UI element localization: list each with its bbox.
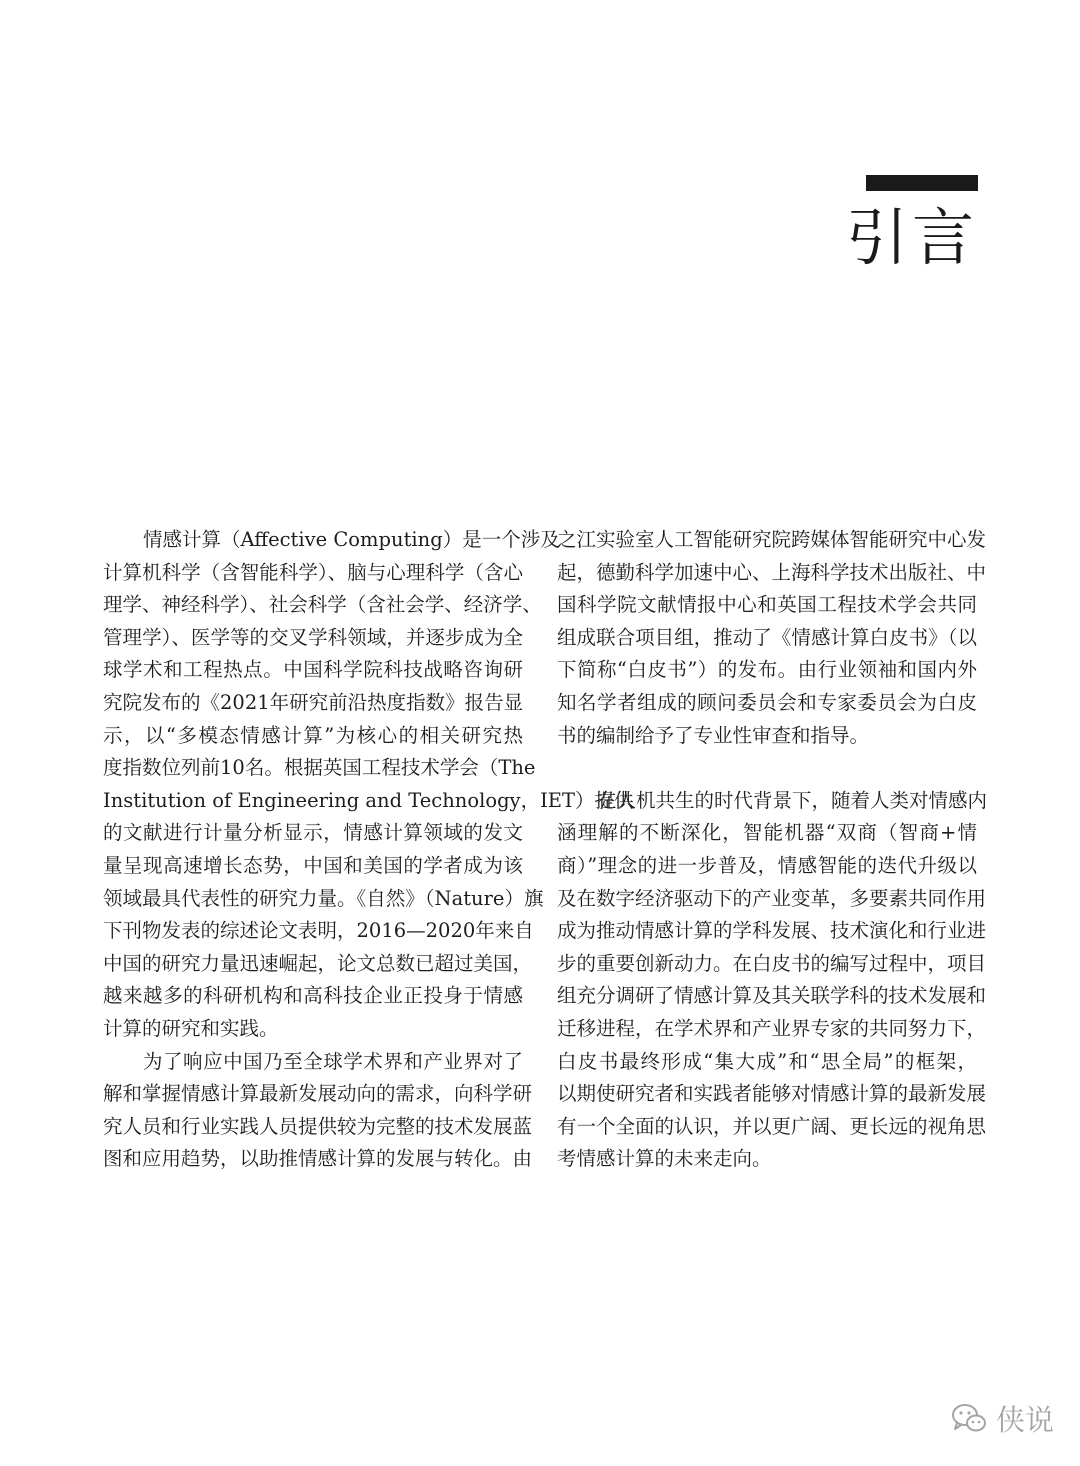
text-line: 领域最具代表性的研究力量。《自然》（Nature）旗 [103, 886, 544, 910]
text-line: 成为推动情感计算的学科发展、技术演化和行业进 [557, 919, 987, 943]
left-column [103, 524, 634, 1176]
text-line: 有一个全面的认识，并以更广阔、更长远的视角思 [557, 1114, 987, 1138]
text-line: 之江实验室人工智能研究院跨媒体智能研究中心发 [557, 528, 987, 551]
text-line: 的文献进行计量分析显示，情感计算领域的发文 [103, 821, 523, 845]
text-line: 考情感计算的未来走向。 [557, 1147, 772, 1171]
text-line: 组成联合项目组，推动了《情感计算白皮书》（以 [557, 625, 977, 649]
text-line: 为了响应中国乃至全球学术界和产业界对了 [143, 1049, 523, 1073]
text-line: 解和掌握情感计算最新发展动向的需求，向科学研 [103, 1082, 533, 1106]
text-line: 越来越多的科研机构和高科技企业正投身于情感 [103, 984, 523, 1008]
text-line: 在人机共生的时代背景下，随着人类对情感内 [597, 788, 988, 812]
text-line: 度指数位列前10名。根据英国工程技术学会（The [103, 756, 536, 780]
text-line: 管理学）、医学等的交叉学科领域，并逐步成为全 [103, 625, 523, 649]
text-line: 究院发布的《2021年研究前沿热度指数》报告显 [103, 690, 524, 714]
text-line: 迁移进程，在学术界和产业界专家的共同努力下， [557, 1016, 987, 1040]
page-title: 引言 [845, 201, 978, 274]
text-line: 以期使研究者和实践者能够对情感计算的最新发展 [557, 1082, 987, 1106]
text-line: 计算机科学（含智能科学）、脑与心理科学（含心 [103, 560, 523, 584]
text-line: 商）”理念的进一步普及，情感智能的迭代升级以 [557, 853, 977, 877]
text-line: 国科学院文献情报中心和英国工程技术学会共同 [557, 593, 977, 617]
watermark [950, 1392, 1054, 1444]
text-line: 球学术和工程热点。中国科学院科技战略咨询研 [103, 658, 523, 682]
text-line: 计算的研究和实践。 [103, 1016, 279, 1040]
text-line: Institution of Engineering and Technology，IET）提供 [103, 788, 634, 812]
watermark-text: 侠说 [996, 1402, 1055, 1437]
text-line: 下刊物发表的综述论文表明，2016—2020年来自 [103, 919, 534, 943]
text-line: 步的重要创新动力。在白皮书的编写过程中，项目 [557, 951, 987, 975]
text-line: 示，以“多模态情感计算”为核心的相关研究热 [103, 723, 523, 747]
text-line: 量呈现高速增长态势，中国和美国的学者成为该 [103, 853, 523, 877]
text-line: 组充分调研了情感计算及其关联学科的技术发展和 [557, 984, 987, 1008]
text-line: 白皮书最终形成“集大成”和“思全局”的框架， [557, 1049, 977, 1073]
text-line [557, 752, 977, 785]
text-line: 及在数字经济驱动下的产业变革，多要素共同作用 [557, 886, 987, 910]
text-line: 下简称“白皮书”）的发布。由行业领袖和国内外 [557, 658, 977, 682]
text-line: 起，德勤科学加速中心、上海科学技术出版社、中 [557, 560, 987, 584]
text-line: 涵理解的不断深化，智能机器“双商（智商+情 [557, 821, 977, 845]
text-line: 中国的研究力量迅速崛起，论文总数已超过美国， [103, 951, 533, 975]
text-line: 书的编制给予了专业性审查和指导。 [557, 723, 870, 747]
text-line: 理学、神经科学）、社会科学（含社会学、经济学、 [103, 593, 542, 617]
wechat-icon [950, 1402, 988, 1434]
heading-bar [866, 175, 978, 191]
right-column [557, 524, 988, 1176]
text-line: 情感计算（Affective Computing）是一个涉及 [143, 528, 560, 551]
text-line: 知名学者组成的顾问委员会和专家委员会为白皮 [557, 690, 977, 714]
text-line: 究人员和行业实践人员提供较为完整的技术发展蓝 [103, 1114, 533, 1138]
text-line: 图和应用趋势，以助推情感计算的发展与转化。由 [103, 1147, 533, 1171]
